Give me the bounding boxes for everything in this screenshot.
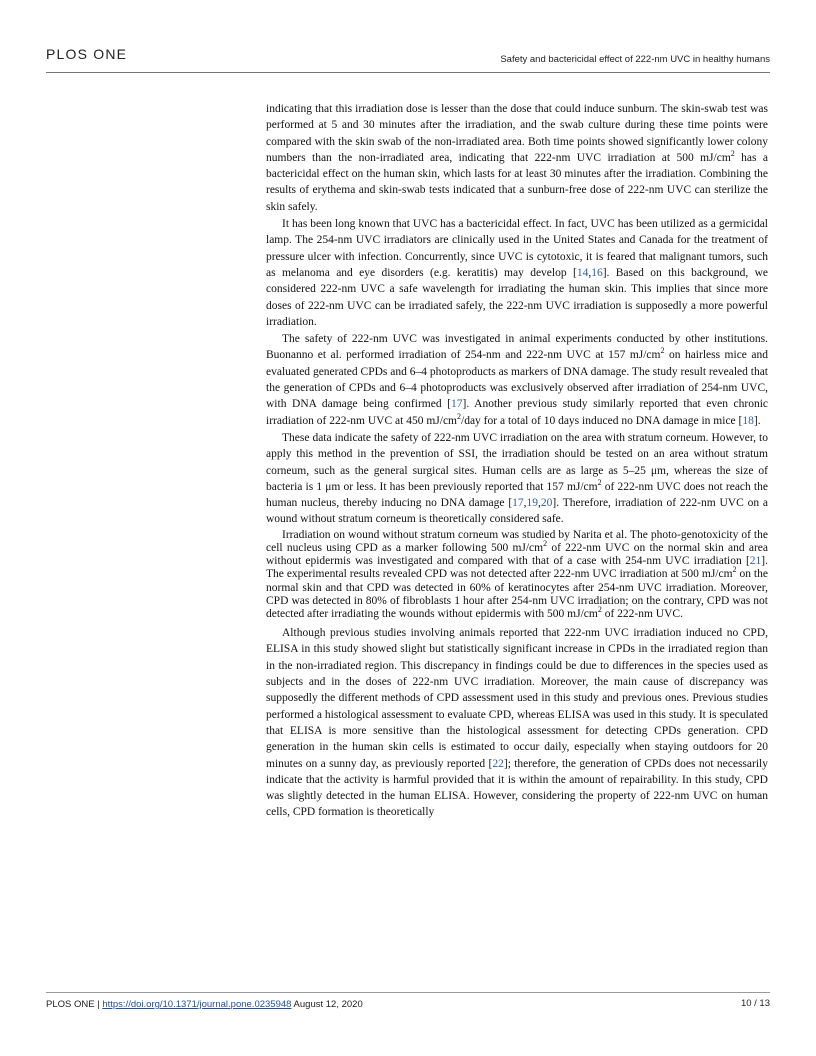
- text-run: ,: [538, 497, 541, 510]
- text-run: ]. Therefore, irradiation of 222-nm UVC on a wound without stratum corneum is theoretically considered safe.: [266, 497, 768, 526]
- footer-date: August 12, 2020: [291, 999, 363, 1010]
- text-run: ]. The experimental results revealed CPD was not detected after 222-nm UVC irradiation at 500 mJ/cm: [266, 555, 768, 581]
- paragraph-4: [266, 430, 768, 528]
- text-run: The safety of 222-nm UVC was investigated in animal experiments conducted by other institutions. Buonanno et al. performed irradiation of 254-nm and 222-nm UVC at 157 mJ/cm: [266, 333, 768, 362]
- text-run: Irradiation on wound without stratum corneum was studied by Narita et al. The photo-genotoxicity of the cell nucleus using CPD as a marker following 500 mJ/cm: [266, 528, 768, 554]
- reference-link[interactable]: 17: [512, 497, 524, 510]
- superscript: 2: [543, 539, 548, 549]
- text-run: on hairless mice and evaluated generated CPDs and 6–4 photoproducts as markers of DNA damage. The study result revealed that the generation of CPDs and 6–4 photoproducts was exclusively observed after irradiation of 254-nm UVC, with DNA damage being confirmed [: [266, 349, 768, 411]
- text-run: of 222-nm UVC on the normal skin and area without epidermis was investigated and compared with that of a case with 254-nm UVC irradiation [: [266, 541, 768, 568]
- reference-link[interactable]: 20: [540, 497, 553, 510]
- article-body: [266, 101, 768, 822]
- page-number: 10 / 13: [740, 998, 770, 1009]
- text-run: of 222-nm UVC does not reach the human nucleus, thereby inducing no DNA damage [: [266, 480, 768, 510]
- reference-link[interactable]: 22: [492, 757, 504, 770]
- header-divider: [46, 72, 770, 73]
- paragraph-1: [266, 101, 768, 215]
- footer-citation: [46, 998, 396, 1011]
- text-run: ,: [523, 497, 527, 510]
- text-run: These data indicate the safety of 222-nm UVC irradiation on the area with stratum corneum. However, to apply this method in the prevention of SSI, the irradiation should be tested on an area without stratum corneum, such as the general surgical sites. Human cells are as large as 5–25 μm, whereas the size of bacteria is 1 μm or less. It has been previously reported that 157 mJ/cm: [266, 431, 768, 493]
- reference-link[interactable]: 21: [749, 555, 762, 568]
- superscript: 2: [730, 149, 735, 159]
- running-title: Safety and bactericidal effect of 222-nm UVC in healthy humans: [500, 54, 770, 65]
- paragraph-6: [266, 625, 768, 821]
- superscript: 2: [732, 565, 737, 575]
- text-run: on the normal skin and that CPD was detected in 60% of keratinocytes after 254-nm UVC irradiation. Moreover, CPD was detected in 80% of fibroblasts 1 hour after 254-nm UVC irradiation; on the contrary, CPD was not detected after irradiating the wounds without epidermis with 500 mJ/cm: [266, 568, 768, 620]
- reference-link[interactable]: 17: [451, 398, 463, 411]
- paragraph-3: [266, 331, 768, 429]
- journal-name: PLOS ONE: [46, 46, 128, 62]
- text-run: ]. Another previous study similarly reported that even chronic irradiation of 222-nm UVC at 450 mJ/cm: [266, 398, 768, 427]
- text-run: indicating that this irradiation dose is lesser than the dose that could induce sunburn. The skin-swab test was performed at 5 and 30 minutes after the irradiation, and the swab culture during these time points were compared with the skin swab of the non-irradiated area. Both time points showed significantly lower colony numbers than the non-irradiated area, indicating that 222-nm UVC irradiation at 500 mJ/cm: [266, 103, 768, 164]
- reference-link[interactable]: 19: [526, 497, 539, 510]
- text-run: It has been long known that UVC has a bactericidal effect. In fact, UVC has been utilized as a germicidal lamp. The 254-nm UVC irradiators are clinically used in the United States and Canada for the treatment of pressure ulcer with infection. Concurrently, since UVC is cytotoxic, it is feared that malignant tumors, such as melanoma and eye disorders (e.g. keratitis) may develop [: [266, 218, 768, 279]
- text-run: has a bactericidal effect on the human skin, which lasts for at least 30 minutes after the irradiation. Combining the results of erythema and skin-swab tests indicated that a sunburn-free dose of 222-nm UVC can sterilize the skin safely.: [266, 151, 768, 213]
- footer-divider: [46, 992, 770, 993]
- doi-link[interactable]: https://doi.org/10.1371/journal.pone.0235948: [102, 999, 292, 1010]
- reference-link[interactable]: 14: [576, 266, 589, 279]
- superscript: 2: [597, 605, 602, 615]
- text-run: Although previous studies involving animals reported that 222-nm UVC irradiation induced no CPD, ELISA in this study showed slight but statistically significant increase in CPDs in the irradiated region than in the non-irradiated region. This discrepancy in findings could be due to differences in the species used as subjects and in the doses of 222-nm UVC irradiation. Moreover, the main cause of discrepancy was supposedly the different methods of CPD assessment used in this study and previous ones. Previous studies performed a histological assessment to evaluate CPD, whereas ELISA was used in this study. It is speculated that ELISA is more sensitive than the histological assessment for detecting CPDs generation. CPD generation in the human skin cells is estimated to occur daily, especially when staying outdoors for 20 minutes on a sunny day, as previously reported [: [266, 627, 768, 770]
- text-run: of 222-nm UVC.: [601, 607, 683, 620]
- text-run: ,: [588, 266, 592, 279]
- superscript: 2: [660, 346, 665, 356]
- superscript: 2: [457, 411, 461, 421]
- paragraph-5: [266, 529, 768, 621]
- footer-journal: PLOS ONE |: [46, 999, 103, 1010]
- paragraph-2: [266, 216, 768, 330]
- text-run: ].: [753, 414, 761, 427]
- text-run: ]; therefore, the generation of CPDs does not necessarily indicate that the activity is harmful provided that it is within the amount of repairability. In this study, CPD was slightly detected in the human ELISA. However, considering the property of 222-nm UVC on human cells, CPD formation is theoretically: [266, 757, 768, 819]
- text-run: /day for a total of 10 days induced no DNA damage in mice [: [461, 414, 743, 427]
- text-run: ]. Based on this background, we considered 222-nm UVC a safe wavelength for irradiating the human skin. This implies that since more doses of 222-nm UVC can be irradiated safely, the 222-nm UVC irradiation is supposedly a more powerful irradiation.: [266, 266, 768, 328]
- reference-link[interactable]: 16: [591, 266, 603, 279]
- superscript: 2: [597, 478, 602, 487]
- reference-link[interactable]: 18: [742, 414, 754, 427]
